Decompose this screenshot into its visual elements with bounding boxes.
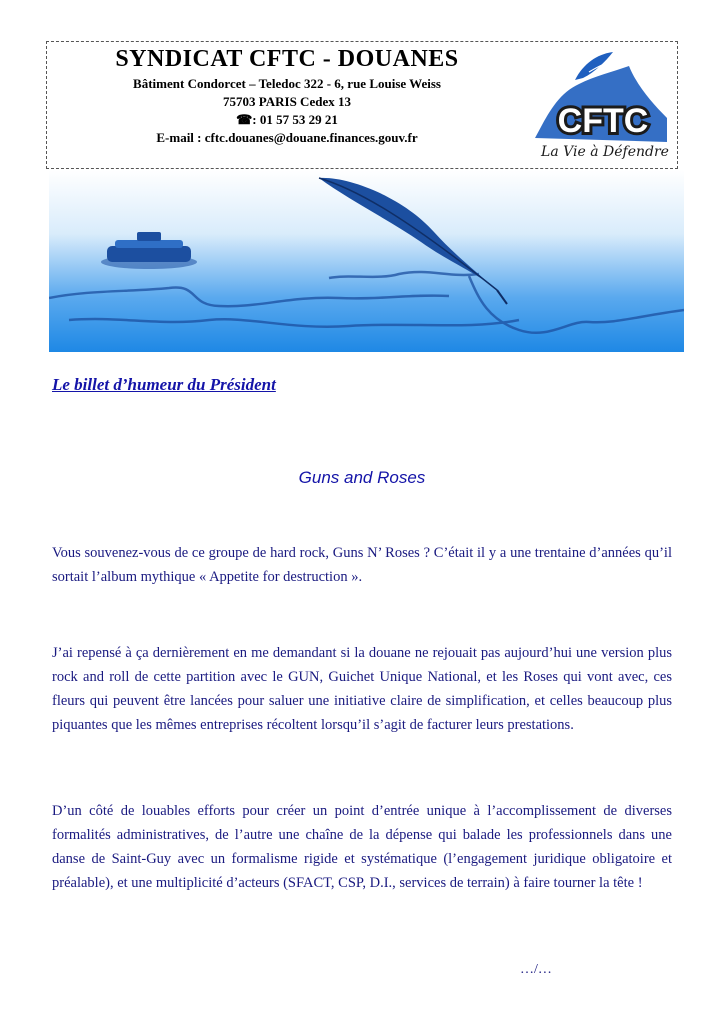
phone-icon: ☎ [236,112,253,127]
address-line-2: 75703 PARIS Cedex 13 [223,94,351,109]
email-line: E-mail : cftc.douanes@douane.finances.gouv.fr [156,130,418,145]
address-line-1: Bâtiment Condorcet – Teledoc 322 - 6, rue Louise Weiss [133,76,441,91]
section-title: Le billet d’humeur du Président [52,375,276,394]
cftc-logo [517,46,677,164]
letterhead [46,41,678,169]
logo-text: CFTC [557,102,649,140]
paragraph-2: J’ai repensé à ça dernièrement en me demandant si la douane ne rejouait pas aujourd’hui une version plus rock and roll de cette partition avec le GUN, Guichet Unique National, et les Roses qui vont avec, ces fleurs qui peuvent être lancées pour saluer une initiative claire de simplification, et celles beaucoup plus piquantes que les mêmes entreprises récoltent lorsqu’il s’agit de facturer leurs prestations. [52,645,672,733]
phone-number: : 01 57 53 29 21 [252,112,338,127]
org-name: SYNDICAT CFTC - DOUANES [115,46,459,72]
phone-line [47,112,527,128]
logo-tagline: La Vie à Défendre [541,144,669,160]
article-title: Guns and Roses [298,468,426,487]
banner-image [49,170,684,352]
paragraph-1: Vous souvenez-vous de ce groupe de hard rock, Guns N’ Roses ? C’était il y a une trentaine d’années qu’il sortait l’album mythique « Appetite for destruction ». [52,545,672,585]
continuation-mark: …/… [520,962,552,977]
paragraph-3: D’un côté de louables efforts pour créer un point d’entrée unique à l’accomplissement de diverses formalités administratives, de l’autre une chaîne de la dépense qui balade les professionnels dans une danse de Saint-Guy avec un formalisme rigide et systématique (l’engagement juridique obligatoire et préalable), et une multiplicité d’acteurs (SFACT, CSP, D.I., services de terrain) à faire tourner la tête ! [52,803,672,891]
